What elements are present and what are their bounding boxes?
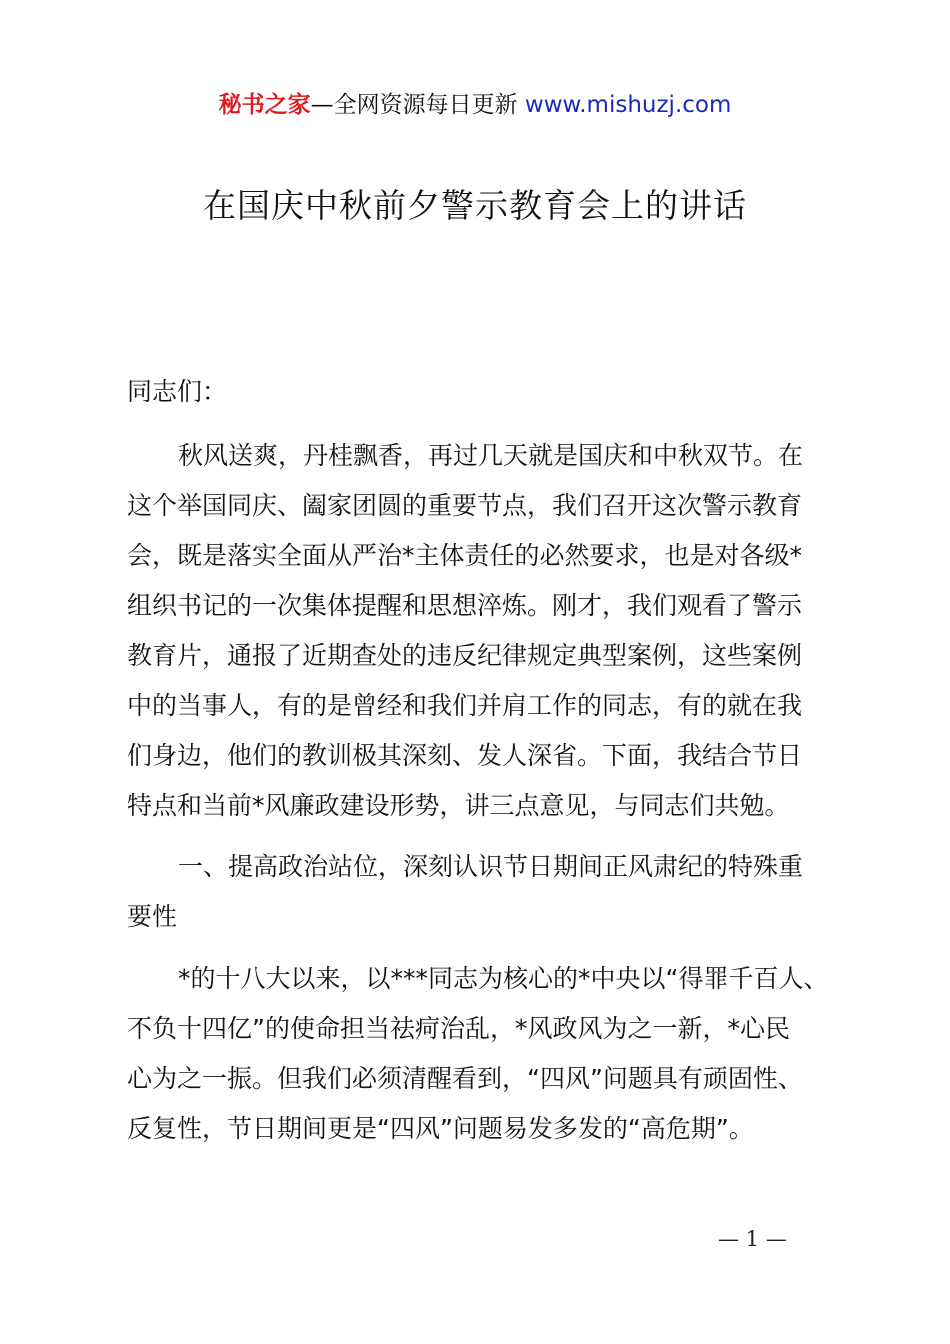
section-heading-1 (127, 842, 803, 942)
paragraph-line: 心为之一振。但我们必须清醒看到，“四风”问题具有顽固性、 (127, 1064, 803, 1093)
paragraph-line: 这个举国同庆、阖家团圆的重要节点，我们召开这次警示教育 (127, 491, 803, 520)
paragraph-line: 特点和当前*风廉政建设形势，讲三点意见，与同志们共勉。 (127, 791, 790, 820)
paragraph-line: *的十八大以来，以***同志为核心的*中央以“得罪千百人、 (178, 964, 829, 993)
page-number: — 1 — (718, 1227, 787, 1251)
brand-name: 秘书之家 (218, 92, 311, 118)
paragraph-line: 组织书记的一次集体提醒和思想淬炼。刚才，我们观看了警示 (127, 591, 803, 620)
site-header (0, 88, 950, 122)
site-url-link[interactable]: www.mishuzj.com (524, 92, 732, 118)
paragraph-line: 中的当事人，有的是曾经和我们并肩工作的同志，有的就在我 (127, 691, 803, 720)
paragraph-line: 们身边，他们的教训极其深刻、发人深省。下面，我结合节日 (127, 741, 803, 770)
document-title: 在国庆中秋前夕警示教育会上的讲话 (203, 186, 747, 225)
paragraph-line: 反复性，节日期间更是“四风”问题易发多发的“高危期”。 (127, 1114, 754, 1143)
paragraph-line: 秋风送爽，丹桂飘香，再过几天就是国庆和中秋双节。在 (178, 441, 804, 470)
paragraph-section-1 (127, 954, 828, 1154)
heading-line: 一、提高政治站位，深刻认识节日期间正风肃纪的特殊重 (178, 852, 804, 881)
header-tagline: —全网资源每日更新 (310, 92, 525, 118)
paragraph-intro (127, 431, 803, 831)
paragraph-line: 不负十四亿”的使命担当祛疴治乱，*风政风为之一新，*心民 (127, 1014, 790, 1043)
paragraph-line: 会，既是落实全面从严治*主体责任的必然要求，也是对各级* (127, 541, 803, 570)
paragraph-line: 教育片，通报了近期查处的违反纪律规定典型案例，这些案例 (127, 641, 803, 670)
heading-line: 要性 (127, 902, 178, 931)
salutation: 同志们： (127, 377, 228, 406)
